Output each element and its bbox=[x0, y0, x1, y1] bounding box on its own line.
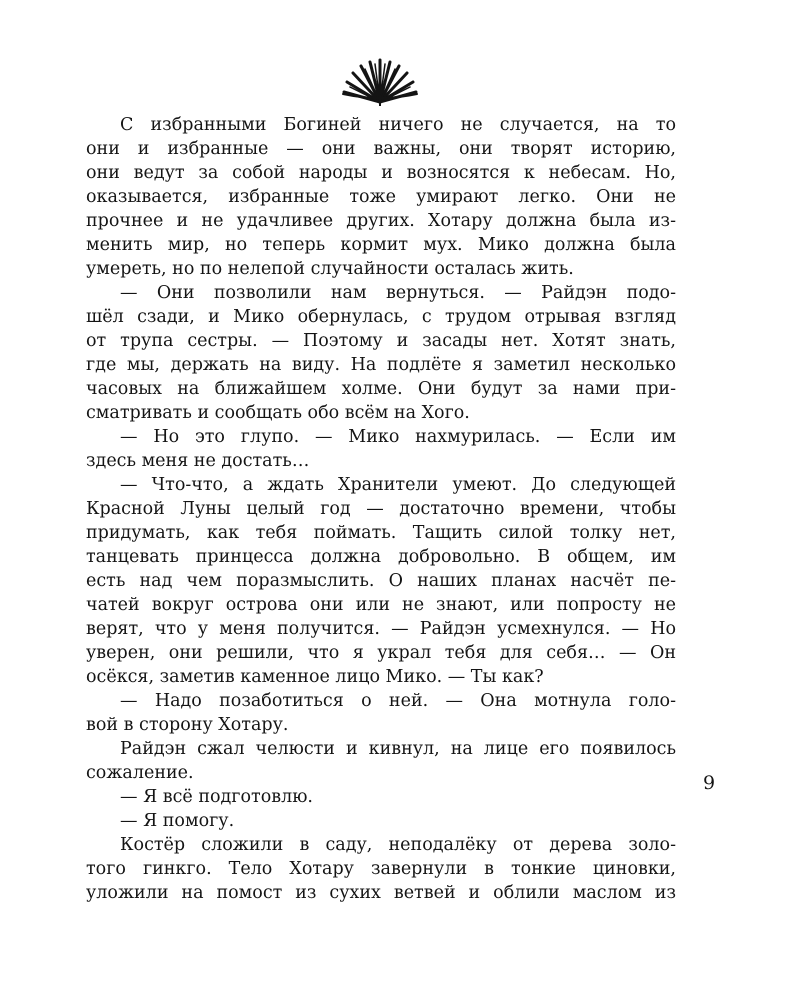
text-line: С избранными Богиней ничего не случается, на то bbox=[120, 115, 676, 135]
text-line: Красной Луны целый год — достаточно времени, чтобы bbox=[86, 499, 676, 519]
text-line: — Они позволили нам вернуться. — Райдэн подо- bbox=[120, 283, 676, 303]
text-line: вой в сторону Хотару. bbox=[86, 715, 289, 735]
text-line: здесь меня не достать… bbox=[86, 451, 310, 471]
page-number: 9 bbox=[703, 772, 716, 794]
text-line: есть над чем поразмыслить. О наших планах насчёт пе- bbox=[86, 571, 676, 591]
text-line: они ведут за собой народы и возносятся к небесам. Но, bbox=[86, 163, 676, 183]
text-line: они и избранные — они важны, они творят историю, bbox=[86, 139, 676, 159]
text-line: оказывается, избранные тоже умирают легко. Они не bbox=[86, 187, 676, 207]
text-line: уверен, они решили, что я украл тебя для себя… — Он bbox=[86, 643, 676, 663]
text-line: уложили на помост из сухих ветвей и облили маслом из bbox=[86, 883, 676, 903]
text-line: где мы, держать на виду. На подлёте я заметил несколько bbox=[86, 355, 676, 375]
text-line: — Я помогу. bbox=[120, 811, 235, 831]
text-line: того гинкго. Тело Хотару завернули в тонкие циновки, bbox=[86, 859, 676, 879]
text-line: — Надо позаботиться о ней. — Она мотнула голо- bbox=[120, 691, 676, 711]
text-line: верят, что у меня получится. — Райдэн усмехнулся. — Но bbox=[86, 619, 676, 639]
text-line: шёл сзади, и Мико обернулась, с трудом отрывая взгляд bbox=[86, 307, 676, 327]
text-line: — Но это глупо. — Мико нахмурилась. — Если им bbox=[120, 427, 676, 447]
body-text bbox=[86, 113, 676, 905]
text-line: сматривать и сообщать обо всём на Хого. bbox=[86, 403, 470, 423]
text-line: менить мир, но теперь кормит мух. Мико должна была bbox=[86, 235, 676, 255]
text-line: танцевать принцесса должна добровольно. В общем, им bbox=[86, 547, 676, 567]
text-line: прочнее и не удачливее других. Хотару должна была из- bbox=[86, 211, 676, 231]
text-line: Райдэн сжал челюсти и кивнул, на лице его появилось bbox=[120, 739, 676, 759]
text-line: осёкся, заметив каменное лицо Мико. — Ты как? bbox=[86, 667, 544, 687]
text-line: Костёр сложили в саду, неподалёку от дерева золо- bbox=[120, 835, 676, 855]
text-line: умереть, но по нелепой случайности осталась жить. bbox=[86, 259, 574, 279]
text-line: — Я всё подготовлю. bbox=[120, 787, 313, 807]
fan-ornament-icon bbox=[340, 58, 420, 106]
text-line: чатей вокруг острова они или не знают, или попросту не bbox=[86, 595, 676, 615]
text-line: — Что-что, а ждать Хранители умеют. До следующей bbox=[120, 475, 676, 495]
text-line: сожаление. bbox=[86, 763, 194, 783]
text-line: часовых на ближайшем холме. Они будут за нами при- bbox=[86, 379, 676, 399]
text-line: придумать, как тебя поймать. Тащить силой толку нет, bbox=[86, 523, 676, 543]
text-line: от трупа сестры. — Поэтому и засады нет. Хотят знать, bbox=[86, 331, 676, 351]
